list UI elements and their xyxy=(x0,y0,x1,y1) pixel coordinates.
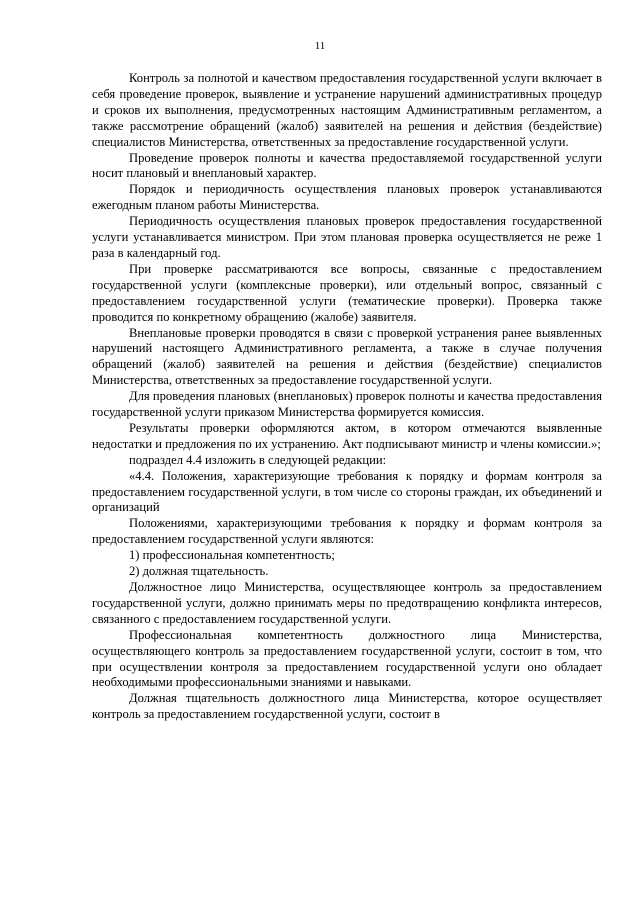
paragraph-10: «4.4. Положения, характеризующие требования к порядку и формам контроля за предоставлением государственной услуги, в том числе со стороны граждан, их объединений и организаций xyxy=(92,468,602,515)
paragraph-3: Порядок и периодичность осуществления плановых проверок устанавливаются ежегодным планом работы Министерства. xyxy=(92,182,602,213)
paragraph-16: Должная тщательность должностного лица Министерства, которое осуществляет контроль за предоставлением государственной услуги, состоит в xyxy=(92,691,602,722)
page-number: 11 xyxy=(314,40,326,52)
paragraph-5: При проверке рассматриваются все вопросы, связанные с предоставлением государственной услуги (комплексные проверки), или отдельный вопрос, связанный с предоставлением государственной услуги (тематические проверки). Проверка также проводится по конкретному обращению (жалобе) заявителя. xyxy=(92,261,602,324)
paragraph-4: Периодичность осуществления плановых проверок предоставления государственной услуги устанавливается министром. При этом плановая проверка осуществляется не реже 1 раза в календарный год. xyxy=(92,214,602,260)
paragraph-14: Должностное лицо Министерства, осуществляющее контроль за предоставлением государственной услуги, должно принимать меры по предотвращению конфликта интересов, связанного с предоставлением государственной услуги. xyxy=(92,580,602,626)
paragraph-11: Положениями, характеризующими требования к порядку и формам контроля за предоставлением государственной услуги являются: xyxy=(92,516,602,547)
paragraph-8: Результаты проверки оформляются актом, в котором отмечаются выявленные недостатки и предложения по их устранению. Акт подписывают министр и члены комиссии.»; xyxy=(92,420,602,451)
paragraph-9: подраздел 4.4 изложить в следующей редакции: xyxy=(129,452,387,467)
paragraph-13: 2) должная тщательность. xyxy=(129,564,269,579)
document-body xyxy=(92,71,602,723)
paragraph-15: Профессиональная компетентность должностного лица Министерства, осуществляющего контроль за предоставлением государственной услуги, состоит в том, что при осуществлении контроля за предоставлением государственной услуги оно обладает необходимыми профессиональными знаниями и навыками. xyxy=(92,627,602,690)
paragraph-7: Для проведения плановых (внеплановых) проверок полноты и качества предоставления государственной услуги приказом Министерства формируется комиссия. xyxy=(92,389,602,420)
paragraph-1: Контроль за полнотой и качеством предоставления государственной услуги включает в себя проведение проверок, выявление и устранение нарушений административных процедур и сроков их выполнения, предусмотренных настоящим Административным регламентом, а также рассмотрение обращений (жалоб) заявителей на решения и действия (бездействие) специалистов Министерства, ответственных за предоставление государственной услуги. xyxy=(92,71,602,149)
paragraph-12: 1) профессиональная компетентность; xyxy=(129,548,335,563)
paragraph-6: Внеплановые проверки проводятся в связи с проверкой устранения ранее выявленных нарушений настоящего Административного регламента, а также в случае получения обращений (жалоб) заявителей на решения и действия (бездействие) специалистов Министерства, ответственных за предоставление государственной услуги. xyxy=(92,325,602,388)
paragraph-2: Проведение проверок полноты и качества предоставляемой государственной услуги носит плановый и внеплановый характер. xyxy=(92,150,602,181)
